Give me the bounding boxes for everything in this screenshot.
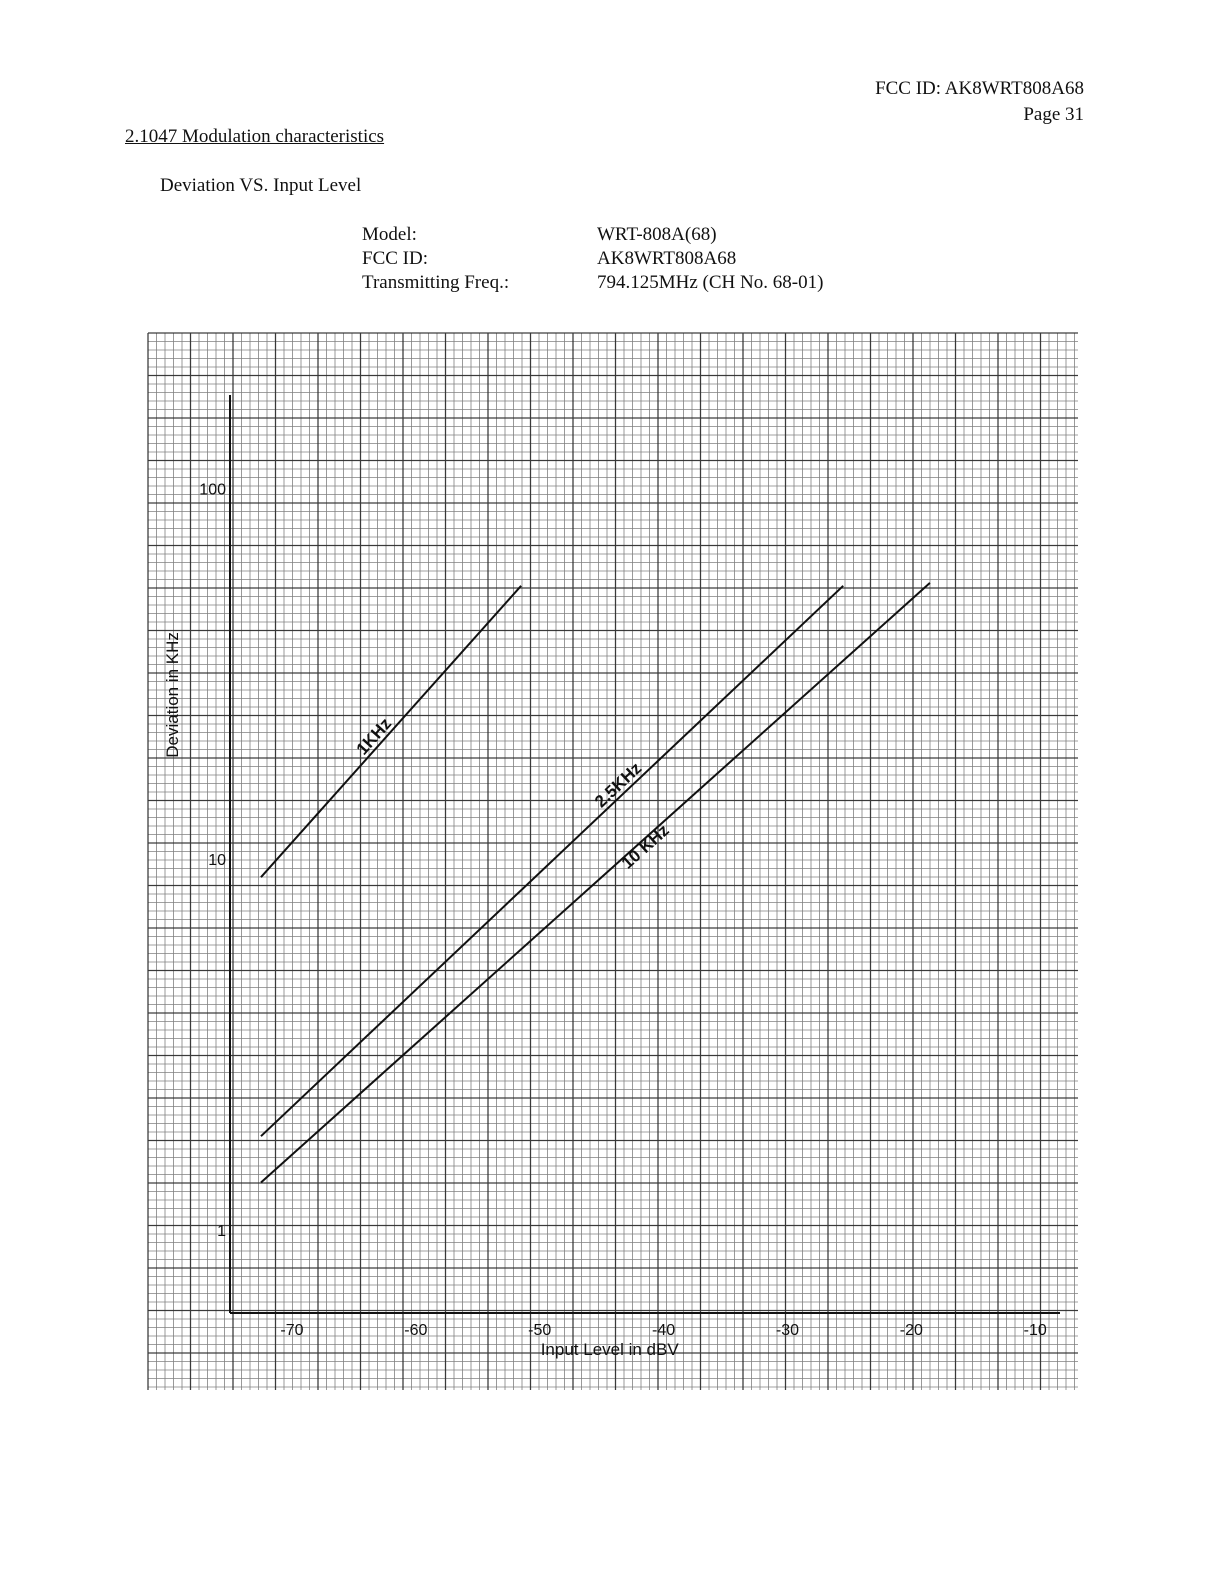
chart-subtitle: Deviation VS. Input Level [160,175,362,196]
page-number: Page 31 [1023,104,1084,125]
info-label-model: Model: [362,224,417,245]
x-tick-label: -60 [404,1322,428,1339]
fcc-id-header: FCC ID: AK8WRT808A68 [875,78,1084,99]
section-title: 2.1047 Modulation characteristics [125,126,385,147]
series-label: 2.5KHz [591,758,646,812]
fine-grid [148,333,1078,1390]
series-line [261,586,843,1136]
x-tick-label: -10 [1023,1322,1047,1339]
y-axis-label: Deviation in KHz [163,632,182,758]
x-tick-label: -30 [775,1322,800,1339]
y-tick-label: 10 [208,852,226,870]
info-label-freq: Transmitting Freq.: [362,272,510,293]
y-tick-label: 100 [199,481,226,499]
x-tick-label: -20 [899,1322,923,1339]
info-value-model: WRT-808A(68) [597,224,717,245]
series-label: 10 KHz [617,820,673,873]
x-tick-label: -70 [280,1322,304,1339]
x-tick-label: -40 [652,1322,676,1339]
x-tick-label: -50 [528,1322,552,1339]
info-label-fccid: FCC ID: [362,248,428,269]
x-axis-label: Input Level in dBV [540,1340,679,1359]
series-label: 1KHz [352,714,396,759]
y-tick-label: 1 [217,1222,226,1240]
info-value-fccid: AK8WRT808A68 [597,248,737,269]
info-value-freq: 794.125MHz (CH No. 68-01) [597,272,824,293]
graph-paper-grid [148,333,1078,1390]
